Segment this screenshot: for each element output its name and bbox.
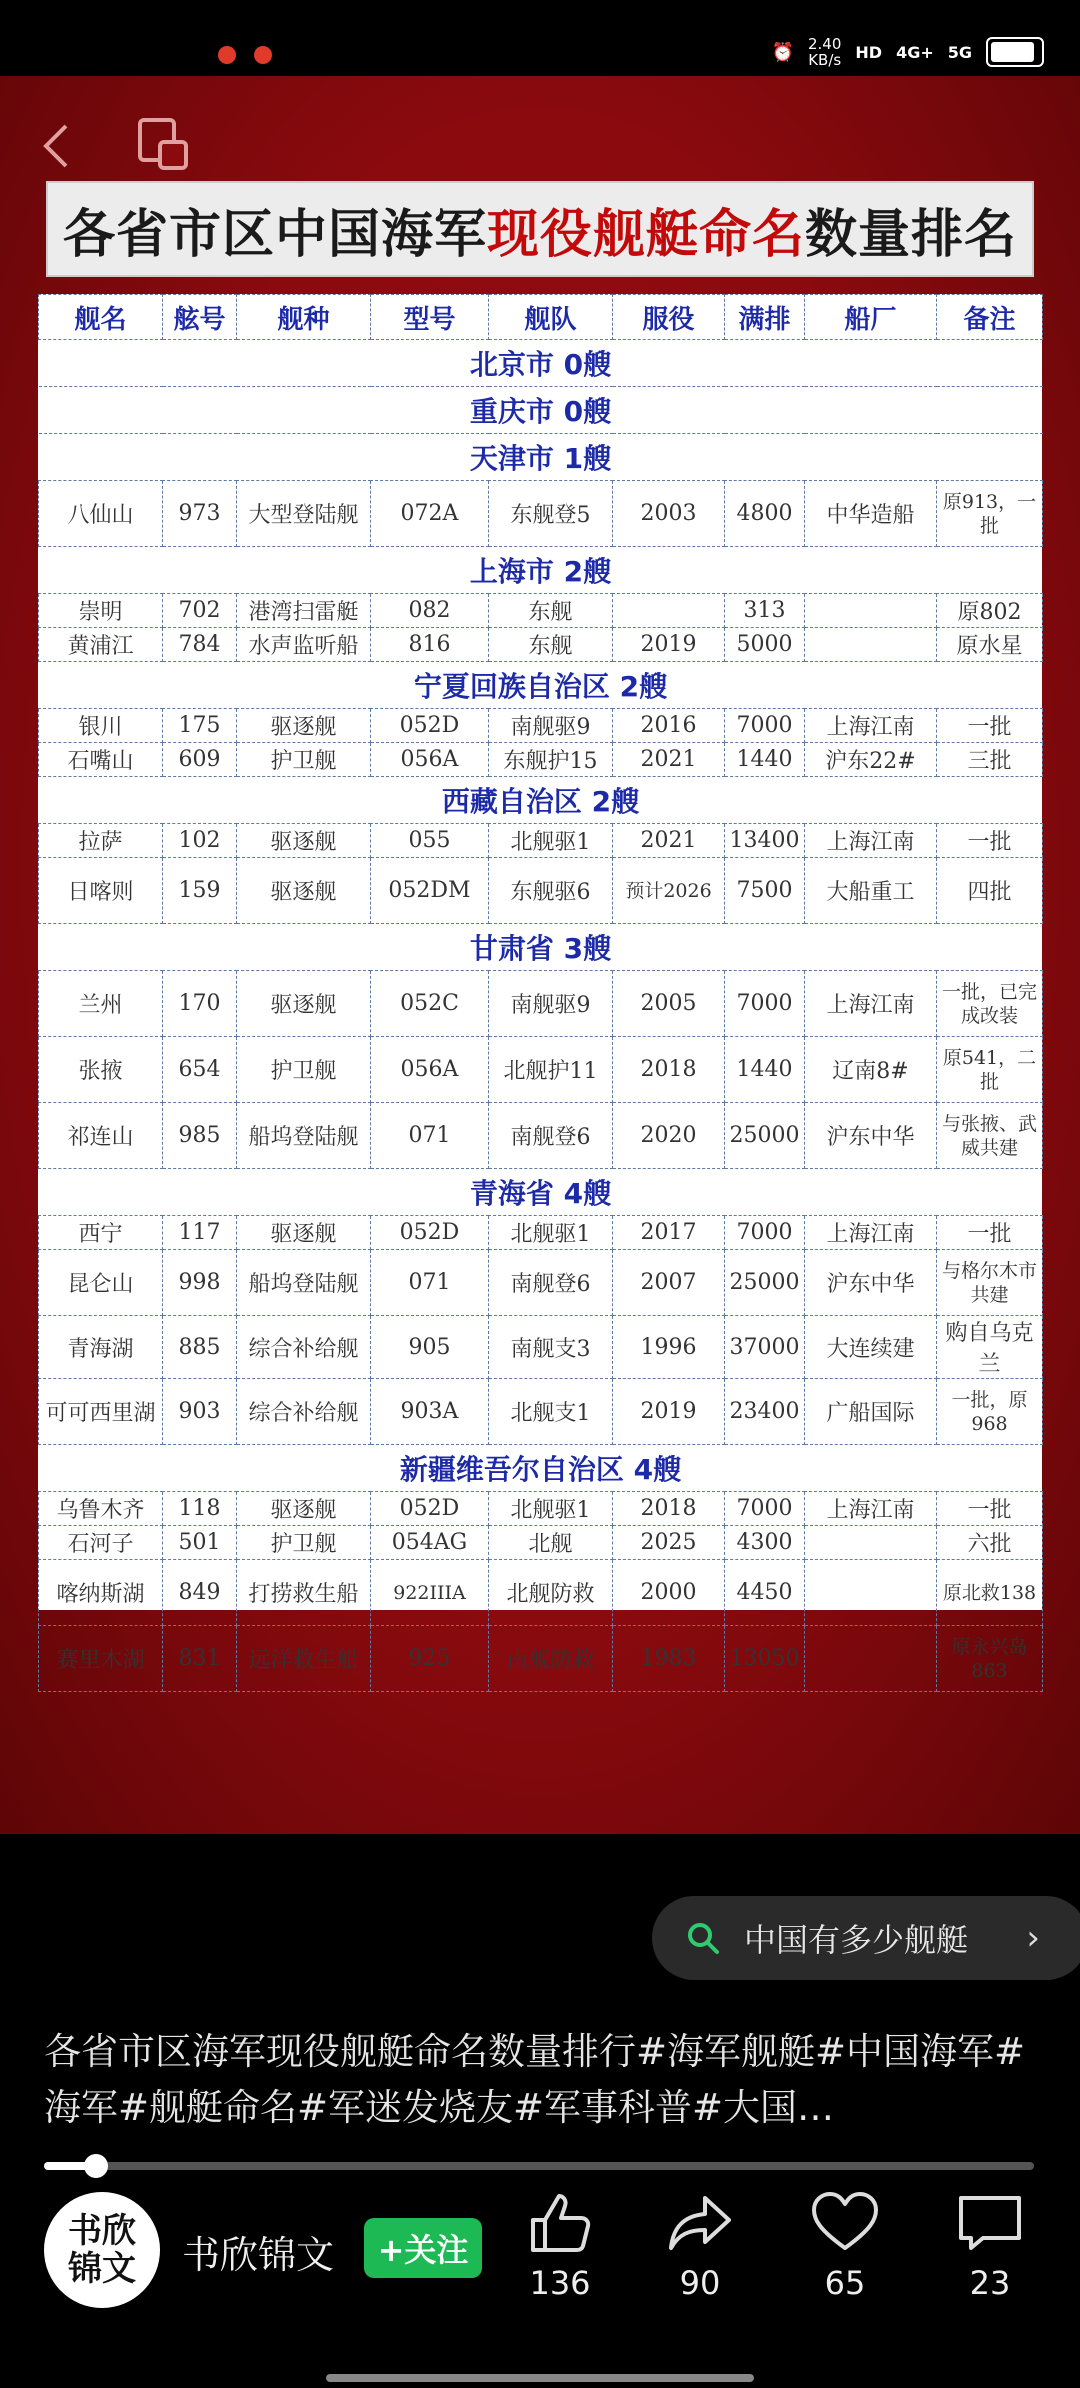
table-header-row — [39, 295, 1043, 340]
table-cell: 原水星 — [937, 628, 1043, 662]
table-cell: 沪东22# — [805, 743, 937, 777]
table-header-cell: 舰名 — [39, 295, 163, 340]
table-cell: 055 — [371, 824, 489, 858]
table-cell: 13400 — [725, 824, 805, 858]
table-cell: 港湾扫雷艇 — [237, 594, 371, 628]
table-cell: 2021 — [613, 824, 725, 858]
table-cell: 银川 — [39, 709, 163, 743]
table-cell: 056A — [371, 1037, 489, 1103]
section-title: 宁夏回族自治区 2艘 — [39, 662, 1043, 709]
table-cell: 东舰登5 — [489, 481, 613, 547]
table-cell: 东舰驱6 — [489, 858, 613, 924]
table-cell: 东舰护15 — [489, 743, 613, 777]
table-cell: 7500 — [725, 858, 805, 924]
table-header-cell: 备注 — [937, 295, 1043, 340]
table-row — [39, 1250, 1043, 1316]
table-header-cell: 满排 — [725, 295, 805, 340]
battery-icon — [986, 37, 1044, 67]
table-cell: 南舰登6 — [489, 1103, 613, 1169]
table-cell: 青海湖 — [39, 1316, 163, 1379]
table-cell: 702 — [163, 594, 237, 628]
post-caption[interactable]: 各省市区海军现役舰艇命名数量排行#海军舰艇#中国海军#海军#舰艇命名#军迷发烧友#军事科普#大国… — [44, 2030, 1026, 2129]
table-cell: 一批 — [937, 1216, 1043, 1250]
section-title: 甘肃省 3艘 — [39, 924, 1043, 971]
table-cell: 7000 — [725, 1492, 805, 1526]
table-cell: 原541，二批 — [937, 1037, 1043, 1103]
table-cell: 沪东中华 — [805, 1250, 937, 1316]
table-cell: 驱逐舰 — [237, 971, 371, 1037]
section-row — [39, 434, 1043, 481]
table-cell: 驱逐舰 — [237, 858, 371, 924]
table-cell: 综合补给舰 — [237, 1379, 371, 1445]
table-cell: 南舰支3 — [489, 1316, 613, 1379]
section-title: 上海市 2艘 — [39, 547, 1043, 594]
table-cell: 072A — [371, 481, 489, 547]
table-cell: 831 — [163, 1626, 237, 1692]
table-cell: 998 — [163, 1250, 237, 1316]
table-cell: 175 — [163, 709, 237, 743]
table-cell: 973 — [163, 481, 237, 547]
table-cell: 2019 — [613, 628, 725, 662]
table-cell: 313 — [725, 594, 805, 628]
video-progress-bar[interactable] — [44, 2162, 1034, 2170]
table-row — [39, 709, 1043, 743]
table-cell: 2007 — [613, 1250, 725, 1316]
avatar[interactable]: 书欣 锦文 — [44, 2192, 160, 2308]
table-cell: 可可西里湖 — [39, 1379, 163, 1445]
section-row — [39, 662, 1043, 709]
network-4g: 4G+ — [896, 42, 934, 62]
share-count: 90 — [679, 2264, 721, 2302]
table-cell: 23400 — [725, 1379, 805, 1445]
table-cell: 2018 — [613, 1037, 725, 1103]
table-cell — [805, 1626, 937, 1692]
section-title: 新疆维吾尔自治区 4艘 — [39, 1445, 1043, 1492]
table-cell: 中华造船 — [805, 481, 937, 547]
table-cell: 昆仑山 — [39, 1250, 163, 1316]
share-button[interactable] — [640, 2190, 760, 2302]
table-row — [39, 1103, 1043, 1169]
table-cell: 925 — [371, 1626, 489, 1692]
table-cell: 与张掖、武威共建 — [937, 1103, 1043, 1169]
table-cell: 护卫舰 — [237, 1526, 371, 1560]
section-row — [39, 387, 1043, 434]
table-cell: 兰州 — [39, 971, 163, 1037]
ship-table — [38, 294, 1042, 1682]
table-cell: 37000 — [725, 1316, 805, 1379]
table-cell: 北舰支1 — [489, 1379, 613, 1445]
table-cell: 驱逐舰 — [237, 1216, 371, 1250]
follow-button[interactable]: +关注 — [364, 2218, 482, 2278]
table-cell: 2025 — [613, 1526, 725, 1560]
like-count: 136 — [529, 2264, 591, 2302]
table-cell: 2018 — [613, 1492, 725, 1526]
table-cell: 广船国际 — [805, 1379, 937, 1445]
table-cell: 一批 — [937, 1492, 1043, 1526]
table-cell: 071 — [371, 1103, 489, 1169]
table-row — [39, 481, 1043, 547]
table-cell: 117 — [163, 1216, 237, 1250]
table-cell: 六批 — [937, 1526, 1043, 1560]
table-cell: 118 — [163, 1492, 237, 1526]
table-cell: 985 — [163, 1103, 237, 1169]
table-cell: 054AG — [371, 1526, 489, 1560]
section-title: 西藏自治区 2艘 — [39, 777, 1043, 824]
table-cell: 拉萨 — [39, 824, 163, 858]
table-cell: 辽南8# — [805, 1037, 937, 1103]
table-row — [39, 1216, 1043, 1250]
table-cell: 南舰驱9 — [489, 971, 613, 1037]
comment-icon — [955, 2190, 1025, 2256]
table-cell: 784 — [163, 628, 237, 662]
floating-window-icon[interactable] — [136, 114, 190, 172]
table-cell: 1440 — [725, 743, 805, 777]
table-cell: 一批 — [937, 709, 1043, 743]
table-cell — [805, 1560, 937, 1626]
table-cell: 2016 — [613, 709, 725, 743]
table-cell: 水声监听船 — [237, 628, 371, 662]
table-cell: 乌鲁木齐 — [39, 1492, 163, 1526]
table-cell: 驱逐舰 — [237, 1492, 371, 1526]
table-cell: 052D — [371, 1492, 489, 1526]
table-cell: 南舰登6 — [489, 1250, 613, 1316]
poster-title: 各省市区中国海军 现役舰艇命名 数量排名 — [46, 181, 1034, 277]
table-cell: 2000 — [613, 1560, 725, 1626]
table-header-cell: 型号 — [371, 295, 489, 340]
table-cell: 056A — [371, 743, 489, 777]
table-cell: 25000 — [725, 1103, 805, 1169]
status-bar — [0, 0, 1080, 76]
table-cell: 5000 — [725, 628, 805, 662]
table-cell: 北舰护11 — [489, 1037, 613, 1103]
table-cell: 052C — [371, 971, 489, 1037]
table-row — [39, 858, 1043, 924]
network-speed: 2.40 KB/s — [807, 35, 842, 69]
table-cell: 北舰防救 — [489, 1560, 613, 1626]
table-cell: 护卫舰 — [237, 743, 371, 777]
table-row — [39, 743, 1043, 777]
table-cell: 远洋救生船 — [237, 1626, 371, 1692]
table-cell: 南舰防救 — [489, 1626, 613, 1692]
table-cell: 1983 — [613, 1626, 725, 1692]
table-cell: 816 — [371, 628, 489, 662]
author-name[interactable]: 书欣锦文 — [182, 2233, 335, 2277]
table-cell: 原913，一批 — [937, 481, 1043, 547]
table-cell: 2017 — [613, 1216, 725, 1250]
related-search-chip[interactable] — [652, 1896, 1080, 1980]
table-cell: 25000 — [725, 1250, 805, 1316]
table-cell — [805, 1526, 937, 1560]
table-cell: 1440 — [725, 1037, 805, 1103]
search-chip-text: 中国有多少舰艇 — [744, 1921, 969, 1959]
table-cell: 501 — [163, 1526, 237, 1560]
section-title: 重庆市 0艘 — [39, 387, 1043, 434]
table-cell: 159 — [163, 858, 237, 924]
table-cell: 原802 — [937, 594, 1043, 628]
table-cell: 打捞救生船 — [237, 1560, 371, 1626]
table-row — [39, 594, 1043, 628]
table-cell: 052DM — [371, 858, 489, 924]
table-cell: 上海江南 — [805, 1216, 937, 1250]
table-cell: 903 — [163, 1379, 237, 1445]
table-cell: 2021 — [613, 743, 725, 777]
table-cell: 驱逐舰 — [237, 709, 371, 743]
table-cell: 071 — [371, 1250, 489, 1316]
table-cell: 驱逐舰 — [237, 824, 371, 858]
table-cell: 4300 — [725, 1526, 805, 1560]
section-row — [39, 340, 1043, 387]
table-cell: 609 — [163, 743, 237, 777]
section-row — [39, 924, 1043, 971]
table-cell: 上海江南 — [805, 824, 937, 858]
table-cell: 北舰驱1 — [489, 824, 613, 858]
table-cell: 黄浦江 — [39, 628, 163, 662]
progress-knob[interactable] — [84, 2154, 108, 2178]
table-cell: 沪东中华 — [805, 1103, 937, 1169]
table-header-cell: 船厂 — [805, 295, 937, 340]
table-cell: 日喀则 — [39, 858, 163, 924]
section-title: 青海省 4艘 — [39, 1169, 1043, 1216]
like-button[interactable] — [500, 2190, 620, 2302]
table-header-cell: 服役 — [613, 295, 725, 340]
table-cell: 四批 — [937, 858, 1043, 924]
table-row — [39, 824, 1043, 858]
table-cell: 船坞登陆舰 — [237, 1250, 371, 1316]
table-row — [39, 1316, 1043, 1379]
author-bar — [0, 2180, 1080, 2340]
home-indicator[interactable] — [326, 2374, 754, 2382]
table-cell: 石嘴山 — [39, 743, 163, 777]
table-cell: 购自乌克兰 — [937, 1316, 1043, 1379]
table-cell: 922IIIA — [371, 1560, 489, 1626]
table-cell: 北舰 — [489, 1526, 613, 1560]
table-cell: 大船重工 — [805, 858, 937, 924]
table-cell: 7000 — [725, 709, 805, 743]
alarm-icon: ⏰ — [771, 41, 794, 63]
table-cell: 上海江南 — [805, 1492, 937, 1526]
table-cell: 赛里木湖 — [39, 1626, 163, 1692]
table-header-cell: 舰种 — [237, 295, 371, 340]
section-row — [39, 777, 1043, 824]
table-cell — [805, 594, 937, 628]
section-row — [39, 547, 1043, 594]
table-cell: 903A — [371, 1379, 489, 1445]
table-cell: 052D — [371, 1216, 489, 1250]
table-cell: 北舰驱1 — [489, 1492, 613, 1526]
table-cell: 2020 — [613, 1103, 725, 1169]
table-cell: 7000 — [725, 1216, 805, 1250]
table-cell: 预计2026 — [613, 858, 725, 924]
table-cell: 船坞登陆舰 — [237, 1103, 371, 1169]
table-cell: 大连续建 — [805, 1316, 937, 1379]
table-cell: 885 — [163, 1316, 237, 1379]
table-cell: 905 — [371, 1316, 489, 1379]
table-row — [39, 628, 1043, 662]
table-cell: 三批 — [937, 743, 1043, 777]
table-cell: 2005 — [613, 971, 725, 1037]
favorite-count: 65 — [824, 2264, 866, 2302]
table-row — [39, 1526, 1043, 1560]
table-cell: 上海江南 — [805, 709, 937, 743]
comment-button[interactable] — [930, 2190, 1050, 2302]
table-cell: 石河子 — [39, 1526, 163, 1560]
section-title: 天津市 1艘 — [39, 434, 1043, 481]
section-row — [39, 1445, 1043, 1492]
table-cell: 上海江南 — [805, 971, 937, 1037]
table-cell: 7000 — [725, 971, 805, 1037]
comment-count: 23 — [969, 2264, 1011, 2302]
table-cell: 西宁 — [39, 1216, 163, 1250]
favorite-button[interactable] — [785, 2190, 905, 2302]
table-cell: 2003 — [613, 481, 725, 547]
table-cell: 东舰 — [489, 628, 613, 662]
notification-dots — [218, 46, 290, 68]
table-row — [39, 1626, 1043, 1692]
table-row — [39, 1379, 1043, 1445]
table-cell: 082 — [371, 594, 489, 628]
table-cell: 南舰驱9 — [489, 709, 613, 743]
table-cell: 一批 — [937, 824, 1043, 858]
table-cell: 东舰 — [489, 594, 613, 628]
chevron-right-icon: › — [1026, 1918, 1040, 1958]
table-header-cell: 舰队 — [489, 295, 613, 340]
table-cell: 102 — [163, 824, 237, 858]
section-title: 北京市 0艘 — [39, 340, 1043, 387]
table-cell: 大型登陆舰 — [237, 481, 371, 547]
hd-icon: HD — [855, 42, 883, 62]
table-cell: 原北救138 — [937, 1560, 1043, 1626]
table-cell: 849 — [163, 1560, 237, 1626]
table-cell: 祁连山 — [39, 1103, 163, 1169]
table-row — [39, 1492, 1043, 1526]
table-cell: 654 — [163, 1037, 237, 1103]
section-row — [39, 1169, 1043, 1216]
table-row — [39, 971, 1043, 1037]
table-cell: 原永兴岛863 — [937, 1626, 1043, 1692]
table-cell: 一批，已完成改装 — [937, 971, 1043, 1037]
network-5g: 5G — [947, 42, 972, 62]
table-cell: 170 — [163, 971, 237, 1037]
table-cell — [805, 628, 937, 662]
post-image-area — [0, 76, 1080, 1834]
table-cell: 与格尔木市共建 — [937, 1250, 1043, 1316]
table-cell: 护卫舰 — [237, 1037, 371, 1103]
table-cell — [613, 594, 725, 628]
table-cell: 综合补给舰 — [237, 1316, 371, 1379]
table-cell: 八仙山 — [39, 481, 163, 547]
table-row — [39, 1037, 1043, 1103]
share-icon — [665, 2190, 735, 2256]
table-cell: 13050 — [725, 1626, 805, 1692]
thumbs-up-icon — [525, 2190, 595, 2256]
table-header-cell: 舷号 — [163, 295, 237, 340]
table-cell: 2019 — [613, 1379, 725, 1445]
table-cell: 崇明 — [39, 594, 163, 628]
table-cell: 北舰驱1 — [489, 1216, 613, 1250]
table-cell: 4450 — [725, 1560, 805, 1626]
table-cell: 喀纳斯湖 — [39, 1560, 163, 1626]
table-cell: 1996 — [613, 1316, 725, 1379]
heart-icon — [810, 2190, 880, 2256]
table-row — [39, 1560, 1043, 1626]
search-icon — [686, 1921, 720, 1955]
table-cell: 4800 — [725, 481, 805, 547]
table-cell: 张掖 — [39, 1037, 163, 1103]
table-cell: 052D — [371, 709, 489, 743]
table-cell: 一批，原968 — [937, 1379, 1043, 1445]
back-icon[interactable] — [36, 116, 76, 176]
